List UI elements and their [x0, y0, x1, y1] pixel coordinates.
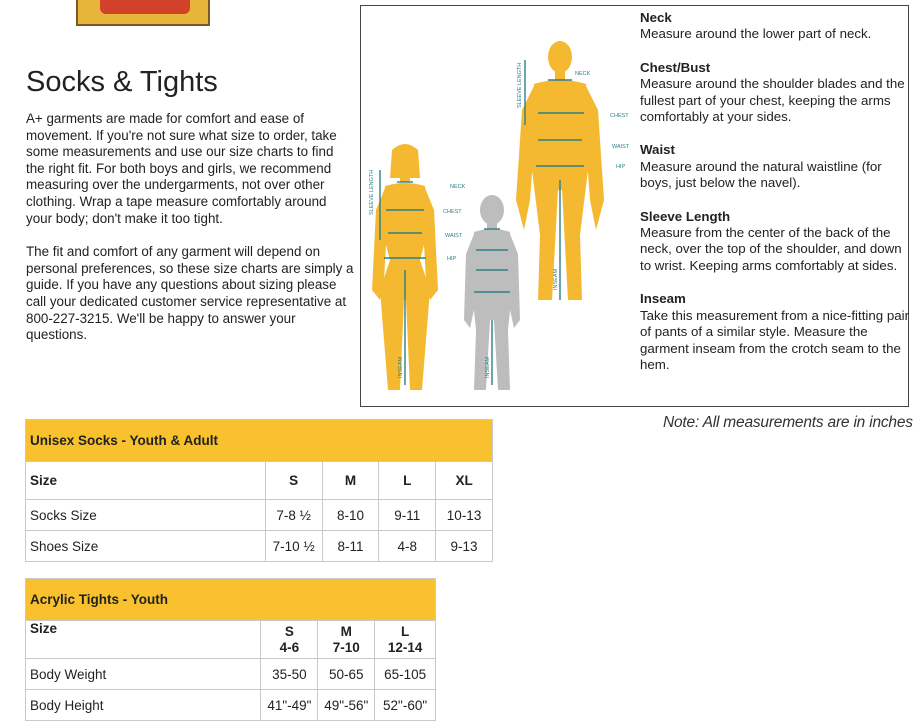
- header-cell: Size: [26, 462, 266, 500]
- definition-waist: [640, 142, 910, 191]
- definition-text: Measure around the lower part of neck.: [640, 26, 872, 42]
- table-cell: 7-8 ½: [265, 500, 322, 531]
- table-cell: 7-10 ½: [265, 531, 322, 562]
- definition-text: Measure around the natural waistline (for boys, just below the navel).: [640, 158, 882, 191]
- label-neck-adult: NECK: [575, 71, 591, 77]
- label-inseam-adult: INSEAM: [553, 268, 559, 290]
- header-cell: XL: [436, 462, 493, 500]
- label-inseam-child: INSEAM: [485, 356, 491, 378]
- header-cell: [261, 621, 318, 659]
- row-label: Shoes Size: [26, 531, 266, 562]
- socks-table-title: Unisex Socks - Youth & Adult: [26, 420, 493, 462]
- table-header-row: [26, 621, 436, 659]
- table-row: [26, 690, 436, 721]
- table-row: [26, 659, 436, 690]
- row-label: Body Weight: [26, 659, 261, 690]
- table-cell: 8-11: [322, 531, 379, 562]
- label-sleeve-woman: SLEEVE LENGTH: [369, 169, 375, 215]
- table-cell: 9-13: [436, 531, 493, 562]
- table-cell: 10-13: [436, 500, 493, 531]
- table-cell: 65-105: [375, 659, 436, 690]
- definition-heading: Chest/Bust: [640, 59, 711, 75]
- intro-paragraph-2: The fit and comfort of any garment will depend on personal preferences, so these size charts are simply a guide. If you have any questions about sizing please call your dedicated customer service representative at 800-227-3215. We'll be happy to answer your questions.: [26, 244, 354, 343]
- table-cell: 49"-56": [318, 690, 375, 721]
- definition-heading: Neck: [640, 10, 672, 25]
- measurement-definitions: [640, 10, 910, 390]
- definition-neck: [640, 10, 910, 43]
- definition-inseam: [640, 291, 910, 373]
- header-cell: [318, 621, 375, 659]
- header-cell: M: [322, 462, 379, 500]
- header-cell: Size: [26, 621, 261, 659]
- table-cell: 41"-49": [261, 690, 318, 721]
- header-cell: L: [379, 462, 436, 500]
- socks-size-table: [25, 419, 493, 562]
- size-range: 12-14: [387, 639, 423, 655]
- label-hip-woman: HIP: [447, 256, 457, 262]
- definition-chest: [640, 60, 910, 126]
- page-title: Socks & Tights: [26, 66, 218, 98]
- label-waist-woman: WAIST: [445, 233, 463, 239]
- table-cell: 8-10: [322, 500, 379, 531]
- intro-paragraph-1: A+ garments are made for comfort and ease of movement. If you're not sure what size to order, take some measurements and use our size charts to find the right fit. For both boys and girls, we recommend measuring over the undergarments, not over other clothing. Wrap a tape measure comfortably around your body; don't make it too tight.: [26, 111, 337, 226]
- tights-table-title: Acrylic Tights - Youth: [26, 579, 436, 621]
- size-range: 4-6: [279, 639, 300, 655]
- table-cell: 9-11: [379, 500, 436, 531]
- label-neck-woman: NECK: [450, 184, 466, 190]
- table-cell: 50-65: [318, 659, 375, 690]
- size-letter: M: [340, 623, 352, 639]
- label-chest-adult: CHEST: [610, 113, 629, 119]
- table-row: [26, 500, 493, 531]
- size-range: 7-10: [332, 639, 360, 655]
- header-cell: [375, 621, 436, 659]
- size-letter: S: [284, 623, 294, 639]
- row-label: Body Height: [26, 690, 261, 721]
- definition-heading: Sleeve Length: [640, 208, 731, 224]
- label-chest-woman: CHEST: [443, 209, 462, 215]
- definition-text: Take this measurement from a nice-fitting pair of pants of a similar style. Measure the garment inseam from the crotch seam to the hem.: [640, 307, 910, 372]
- label-inseam-woman: INSEAM: [398, 356, 404, 378]
- table-cell: 52"-60": [375, 690, 436, 721]
- table-row: [26, 531, 493, 562]
- measurement-note: Note: All measurements are in inches: [663, 414, 913, 431]
- definition-heading: Waist: [640, 142, 675, 158]
- definition-heading: Inseam: [640, 291, 686, 307]
- label-waist-adult: WAIST: [612, 144, 630, 150]
- table-cell: 4-8: [379, 531, 436, 562]
- definition-sleeve-length: [640, 209, 910, 275]
- definition-text: Measure around the shoulder blades and the fullest part of your chest, keeping the arms comfortably at your sides.: [640, 76, 905, 125]
- table-header-row: [26, 462, 493, 500]
- definition-text: Measure from the center of the back of the neck, over the top of the shoulder, and down to wrist. Keeping arms comfortably at sides.: [640, 225, 902, 273]
- tights-size-table: [25, 578, 436, 721]
- header-cell: S: [265, 462, 322, 500]
- table-cell: 35-50: [261, 659, 318, 690]
- label-sleeve-adult: SLEEVE LENGTH: [517, 62, 523, 108]
- row-label: Socks Size: [26, 500, 266, 531]
- label-hip-adult: HIP: [616, 164, 626, 170]
- size-letter: L: [400, 623, 410, 639]
